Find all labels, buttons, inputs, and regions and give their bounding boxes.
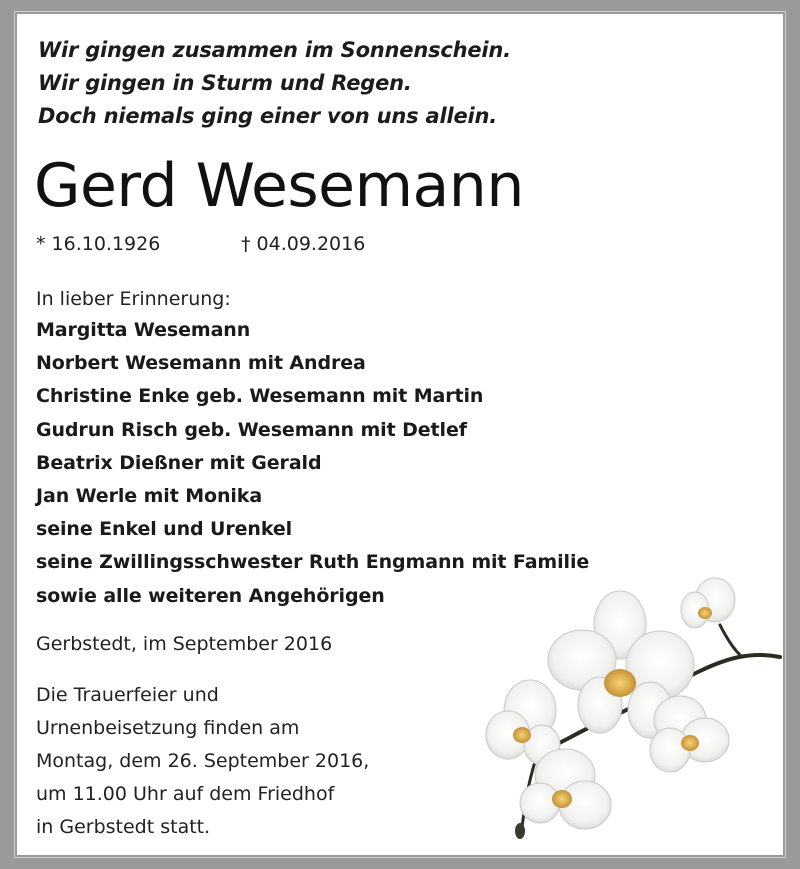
mourner: sowie alle weiteren Angehörigen [36,584,385,607]
poem [38,34,511,133]
funeral-line: in Gerbstedt statt. [36,816,211,838]
memory-intro: In lieber Erinnerung: [36,288,231,310]
orchid-flower [486,680,560,765]
mourner: Margitta Wesemann [36,319,251,341]
orchid-flower [681,578,735,628]
mourner: Beatrix Dießner mit Gerald [36,451,322,474]
birth-date: * 16.10.1926 [36,233,161,255]
mourner: Christine Enke geb. Wesemann mit Martin [36,385,484,408]
mourner: Jan Werle mit Monika [36,485,263,508]
funeral-line: Montag, dem 26. September 2016, [36,750,370,772]
deceased-name: Gerd Wesemann [34,151,524,221]
funeral-info [36,679,369,844]
orchid-flower [650,696,729,772]
funeral-line: Die Trauerfeier und [36,684,219,706]
death-date: † 04.09.2016 [241,233,366,255]
orchid-stem [720,625,740,655]
funeral-line: um 11.00 Uhr auf dem Friedhof [36,783,335,805]
place-date: Gerbstedt, im September 2016 [36,633,333,655]
mourner: seine Zwillingsschwester Ruth Engmann mit Familie [36,551,590,574]
poem-line: Doch niemals ging einer von uns allein. [38,104,498,128]
poem-line: Wir gingen in Sturm und Regen. [38,71,412,95]
mourner: Gudrun Risch geb. Wesemann mit Detlef [36,418,467,441]
mourner: seine Enkel und Urenkel [36,518,293,541]
orchid-illustration [470,575,790,845]
orchid-bud [515,823,525,839]
poem-line: Wir gingen zusammen im Sonnenschein. [38,38,511,62]
funeral-line: Urnenbeisetzung finden am [36,717,300,739]
mourner: Norbert Wesemann mit Andrea [36,352,366,375]
life-dates [36,232,365,256]
mourners-list [36,314,589,613]
